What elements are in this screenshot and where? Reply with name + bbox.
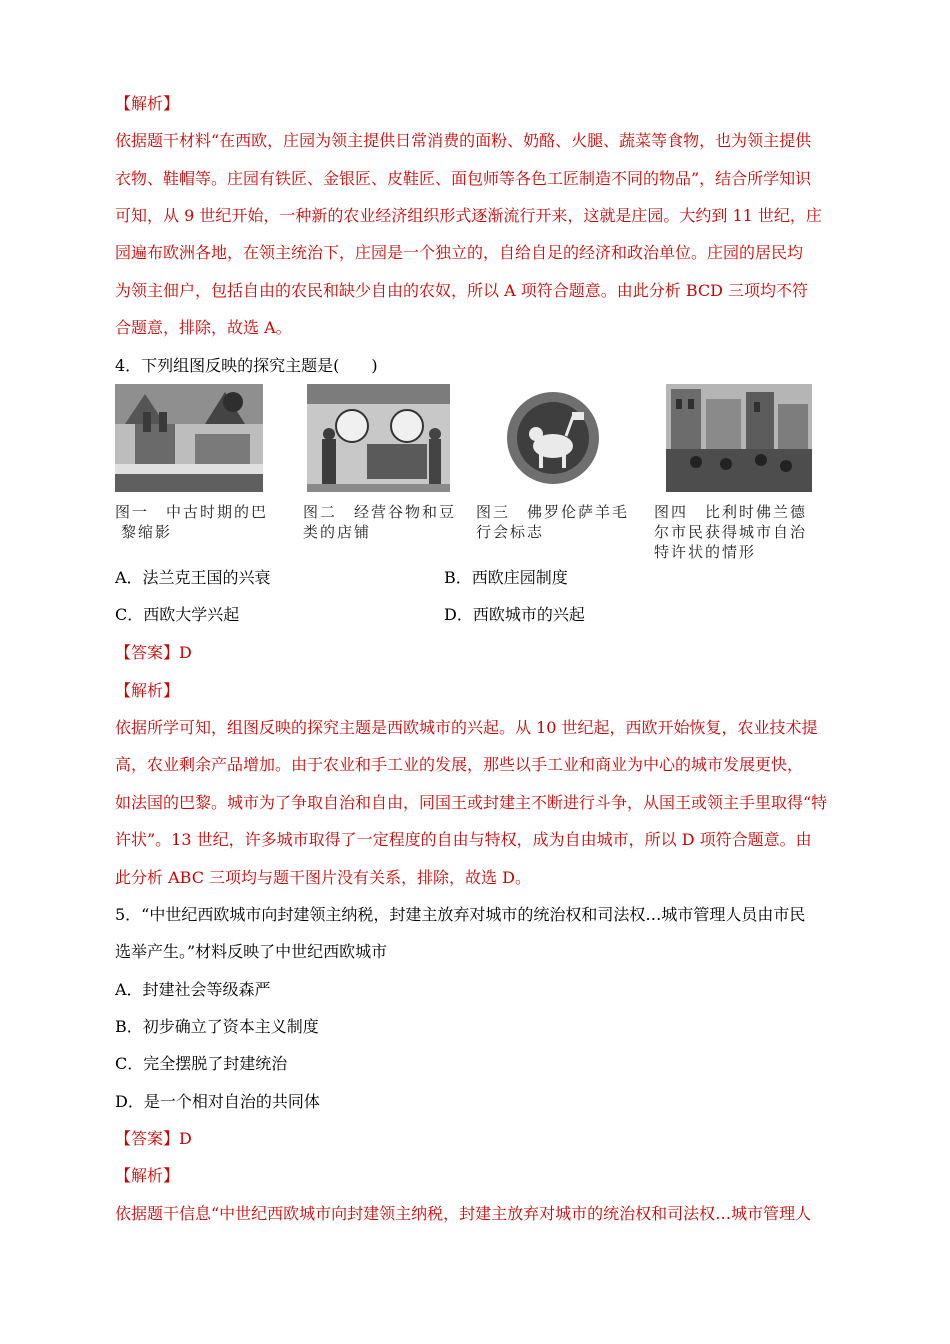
figure-caption: 图三 佛罗伦萨羊毛 行会标志 [476,503,630,541]
q5-analysis-label: 【解析】 [115,1166,180,1185]
q5-analysis-line: 依据题干信息“中世纪西欧城市向封建领主纳税，封建主放弃对城市的统治权和司法权…城市管理人 [115,1204,812,1223]
q5-stem: 5．“中世纪西欧城市向封建领主纳税，封建主放弃对城市的统治权和司法权…城市管理人员由市民 [115,905,806,924]
q5-answer [115,1129,192,1149]
q5-option-a: A．封建社会等级森严 [115,980,271,999]
figure-guild-emblem-image [504,384,602,492]
q3-analysis-line: 可知，从 9 世纪开始，一种新的农业经济组织形式逐渐流行开来，这就是庄园。大约到 11 世纪，庄 [115,206,822,225]
q4-analysis-line: 依据所学可知，组图反映的探究主题是西欧城市的兴起。从 10 世纪起，西欧开始恢复，农业技术提 [115,718,818,737]
q5-option-c: C．完全摆脱了封建统治 [115,1054,288,1073]
figure-caption: 图四 比利时佛兰德 尔市民获得城市自治 特许状的情形 [654,503,808,561]
answer-label: 【答案】 [115,1129,180,1148]
answer-value: D [179,643,192,662]
q3-analysis-label: 【解析】 [115,94,180,113]
q4-analysis-line: 如法国的巴黎。城市为了争取自治和自由，同国王或封建主不断进行斗争，从国王或领主手里取得“特 [115,793,828,812]
answer-label: 【答案】 [115,643,180,662]
q4-analysis-line: 许状”。13 世纪，许多城市取得了一定程度的自由与特权，成为自由城市，所以 D 项符合题意。由 [115,830,812,849]
figure-caption: 图一 中古时期的巴 黎缩影 [115,503,269,541]
q4-analysis-line: 此分析 ABC 三项均与题干图片没有关系，排除，故选 D。 [115,868,531,887]
q4-answer [115,643,192,663]
figure-paris-image [115,384,263,492]
q5-option-b: B．初步确立了资本主义制度 [115,1017,319,1036]
q3-analysis-line: 依据题干材料“在西欧，庄园为领主提供日常消费的面粉、奶酪、火腿、蔬菜等食物，也为领主提供 [115,131,812,150]
figure-charter-scene-image [666,384,812,492]
q3-analysis-line: 为领主佃户，包括自由的农民和缺少自由的农奴，所以 A 项符合题意。由此分析 BCD 三项均不符 [115,281,809,300]
q4-option-b: B．西欧庄园制度 [444,568,568,587]
q3-analysis-line: 衣物、鞋帽等。庄园有铁匠、金银匠、皮鞋匠、面包师等各色工匠制造不同的物品”，结合所学知识 [115,169,812,188]
q3-analysis-line: 园遍布欧洲各地，在领主统治下，庄园是一个独立的，自给自足的经济和政治单位。庄园的居民均 [115,243,804,262]
q5-stem: 选举产生。”材料反映了中世纪西欧城市 [115,942,388,961]
figure-shop-image [307,384,450,492]
q4-option-d: D．西欧城市的兴起 [444,605,585,624]
q4-analysis-line: 高，农业剩余产品增加。由于农业和手工业的发展，那些以手工业和商业为中心的城市发展更快， [115,755,804,774]
q4-option-c: C．西欧大学兴起 [115,605,240,624]
q3-analysis-line: 合题意，排除，故选 A。 [115,318,292,337]
figure-caption: 图二 经营谷物和豆 类的店铺 [303,503,457,541]
answer-value: D [179,1129,192,1148]
q4-stem: 4．下列组图反映的探究主题是( ) [115,356,378,375]
q4-analysis-label: 【解析】 [115,681,180,700]
q5-option-d: D．是一个相对自治的共同体 [115,1092,320,1111]
q4-option-a: A．法兰克王国的兴衰 [115,568,271,587]
